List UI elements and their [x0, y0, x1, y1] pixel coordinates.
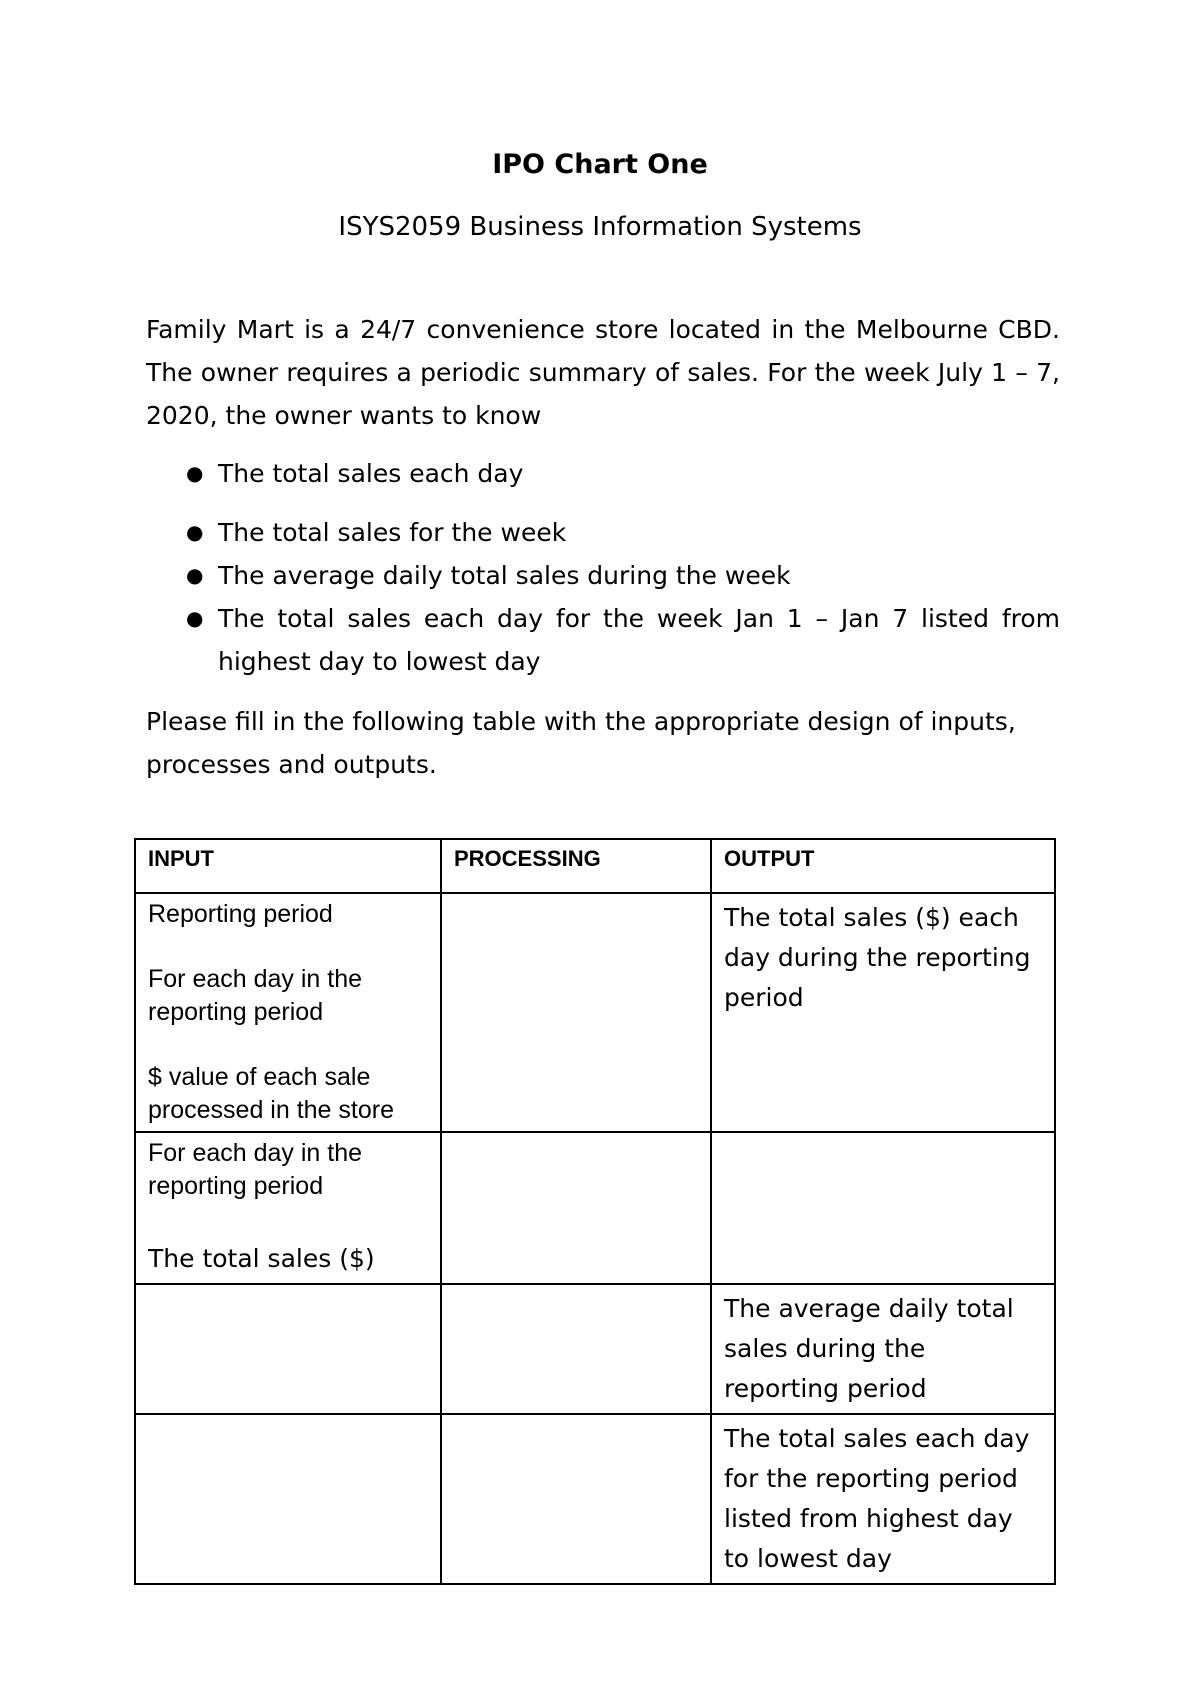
list-item: ● The average daily total sales during the week	[146, 554, 1060, 597]
input-cell[interactable]	[135, 1414, 441, 1584]
output-cell[interactable]	[711, 1132, 1055, 1284]
table-row	[135, 1132, 1055, 1284]
input-cell[interactable]: Reporting period For each day in the reporting period $ value of each sale processed in the store	[135, 893, 441, 1132]
input-cell[interactable]	[135, 1284, 441, 1414]
requirements-list	[146, 452, 1060, 683]
list-item: ● The total sales each day	[146, 452, 1060, 495]
table-row	[135, 1414, 1055, 1584]
ipo-table	[134, 838, 1056, 1585]
table-header-row	[135, 839, 1055, 893]
processing-cell[interactable]	[441, 1284, 711, 1414]
output-cell[interactable]: The total sales each day for the reporting period listed from highest day to lowest day	[711, 1414, 1055, 1584]
output-cell[interactable]: The average daily total sales during the reporting period	[711, 1284, 1055, 1414]
input-cell[interactable]: For each day in the reporting period The total sales ($)	[135, 1132, 441, 1284]
list-item: ● The total sales for the week	[146, 511, 1060, 554]
intro-paragraph: Family Mart is a 24/7 convenience store located in the Melbourne CBD. The owner requires a periodic summary of sales. For the week July 1 – 7, 2020, the owner wants to know	[146, 315, 1060, 430]
page-subtitle: ISYS2059 Business Information Systems	[338, 212, 862, 242]
page-title: IPO Chart One	[492, 149, 708, 180]
processing-cell[interactable]	[441, 893, 711, 1132]
bullet-icon: ●	[186, 606, 204, 630]
table-row	[135, 893, 1055, 1132]
processing-cell[interactable]	[441, 1132, 711, 1284]
list-item: ● The total sales each day for the week Jan 1 – Jan 7 listed from highest day to lowest day	[146, 597, 1060, 683]
table-row	[135, 1284, 1055, 1414]
bullet-icon: ●	[186, 563, 204, 587]
output-cell[interactable]: The total sales ($) each day during the reporting period	[711, 893, 1055, 1132]
instruction-paragraph: Please fill in the following table with the appropriate design of inputs, processes and outputs.	[146, 707, 1016, 779]
processing-cell[interactable]	[441, 1414, 711, 1584]
header-input: INPUT	[135, 839, 441, 893]
bullet-icon: ●	[186, 461, 204, 485]
bullet-icon: ●	[186, 520, 204, 544]
header-processing: PROCESSING	[441, 839, 711, 893]
header-output: OUTPUT	[711, 839, 1055, 893]
